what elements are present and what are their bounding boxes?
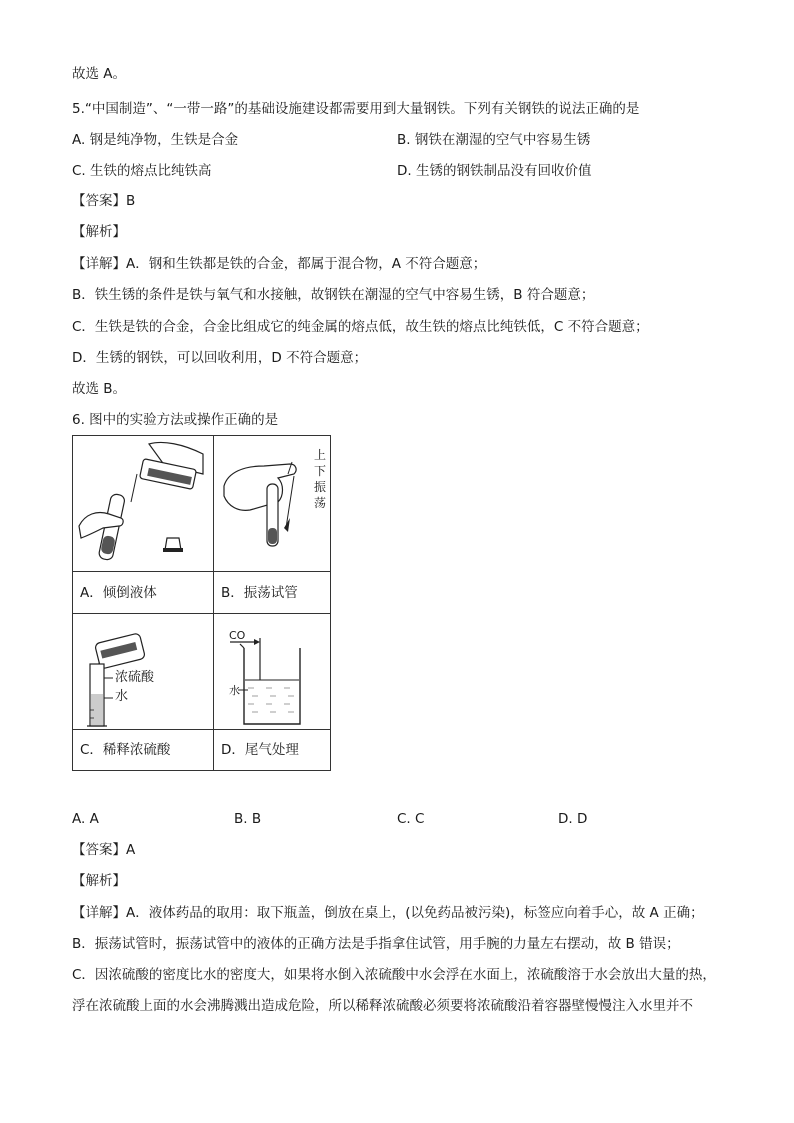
- option-5b: B. 钢铁在潮湿的空气中容易生锈: [397, 132, 591, 148]
- detail-6-3: C．因浓硫酸的密度比水的密度大，如果将水倒入浓硫酸中水会浮在水面上，浓硫酸溶于水会放出大量的热，: [72, 967, 716, 983]
- label-water-d: 水: [229, 684, 240, 697]
- caption-c: C．稀释浓硫酸: [80, 742, 171, 758]
- caption-d: D．尾气处理: [221, 742, 299, 758]
- question-6: 6. 图中的实验方法或操作正确的是: [72, 412, 279, 428]
- option-6b: B. B: [234, 811, 262, 827]
- option-6c: C. C: [397, 811, 425, 827]
- detail-6-2: B．振荡试管时，振荡试管中的液体的正确方法是手指拿住试管，用手腕的力量左右摆动，故 B 错误；: [72, 936, 680, 952]
- option-5d: D. 生锈的钢铁制品没有回收价值: [397, 163, 592, 179]
- shake-direction-label-2: 下: [314, 464, 327, 478]
- pour-liquid-illustration: [73, 436, 213, 571]
- label-water-c: 水: [115, 689, 129, 704]
- analysis-5: 【解析】: [72, 224, 126, 240]
- detail-6-4: 浮在浓硫酸上面的水会沸腾溅出造成危险，所以稀释浓硫酸必须要将浓硫酸沿着容器壁慢慢注入水里并不: [72, 998, 693, 1014]
- option-6d: D. D: [558, 811, 588, 827]
- caption-a: A．倾倒液体: [80, 585, 157, 601]
- option-6a: A. A: [72, 811, 99, 827]
- label-co: CO: [229, 629, 246, 642]
- answer-6: 【答案】A: [72, 842, 136, 858]
- line-select-a: 故选 A。: [72, 66, 127, 82]
- question-5: 5.“中国制造”、“一带一路”的基础设施建设都需要用到大量钢铁。下列有关钢铁的说法正确的是: [72, 101, 640, 117]
- detail-5-1: 【详解】A．钢和生铁都是铁的合金，都属于混合物，A 不符合题意；: [72, 256, 487, 272]
- detail-6-1: 【详解】A．液体药品的取用：取下瓶盖，倒放在桌上，(以免药品被污染)，标签应向着手心，故 A 正确；: [72, 905, 704, 921]
- shake-direction-label-1: 上: [314, 448, 327, 462]
- option-5a: A. 钢是纯净物，生铁是合金: [72, 132, 239, 148]
- analysis-6: 【解析】: [72, 873, 126, 889]
- detail-5-4: D．生锈的钢铁，可以回收利用，D 不符合题意；: [72, 350, 368, 366]
- option-5c: C. 生铁的熔点比纯铁高: [72, 163, 212, 179]
- shake-direction-label-4: 荡: [314, 496, 327, 510]
- experiment-figure-table: [72, 435, 331, 771]
- label-concentrated-sulfuric-acid: 浓硫酸: [115, 670, 155, 685]
- detail-5-2: B．铁生锈的条件是铁与氧气和水接触，故钢铁在潮湿的空气中容易生锈，B 符合题意；: [72, 287, 595, 303]
- select-b: 故选 B。: [72, 381, 127, 397]
- caption-b: B．振荡试管: [221, 585, 298, 601]
- detail-5-3: C．生铁是铁的合金，合金比组成它的纯金属的熔点低，故生铁的熔点比纯铁低，C 不符合题意；: [72, 319, 649, 335]
- shake-direction-label-3: 振: [314, 480, 327, 494]
- answer-5: 【答案】B: [72, 193, 136, 209]
